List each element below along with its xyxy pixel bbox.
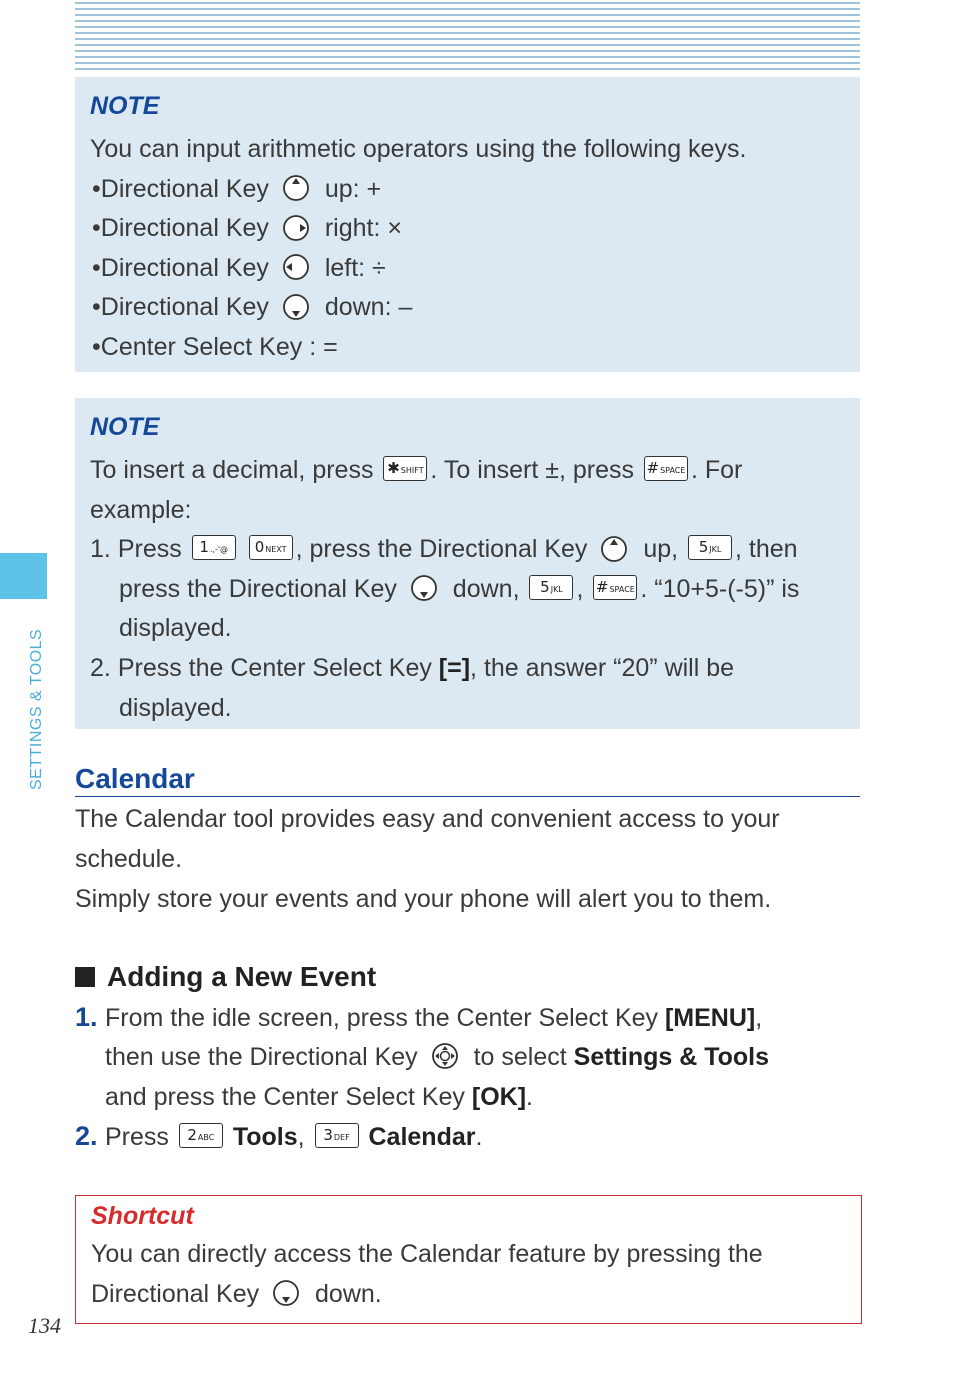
paragraph: Simply store your events and your phone will alert you to them. (75, 885, 772, 913)
note-text-line: example: (90, 495, 192, 524)
shortcut-text: You can directly access the Calendar feature by pressing the (91, 1240, 763, 1268)
page-number: 134 (28, 1313, 61, 1338)
section-title: Calendar (75, 763, 195, 794)
paragraph: schedule. (75, 845, 183, 873)
key-2-icon: 2ABC (179, 1123, 223, 1148)
note-title: NOTE (90, 92, 160, 120)
list-item: 1. Press 1.,-'@ 0NEXT , press the Directional Key up, 5JKL , then (90, 535, 798, 564)
section-tab (0, 553, 47, 599)
dpad-left-icon (282, 253, 310, 281)
key-1-icon: 1.,-'@ (192, 535, 236, 560)
list-item: •Directional Key left: ÷ (92, 253, 386, 282)
key-5-icon: 5JKL (529, 575, 573, 600)
dpad-four-way-icon (431, 1042, 459, 1070)
dpad-down-icon (272, 1279, 300, 1307)
dpad-up-icon (600, 535, 628, 563)
section-label: SETTINGS & TOOLS (28, 628, 45, 790)
shortcut-text: Directional Key down. (91, 1279, 382, 1308)
bullet: • (92, 214, 101, 243)
note-text-line: To insert a decimal, press ✱SHIFT . To insert ±, press #SPACE . For (90, 456, 743, 484)
list-item-continued: displayed. (119, 693, 232, 722)
dpad-up-icon (282, 174, 310, 202)
note-title: NOTE (90, 413, 160, 441)
dpad-right-icon (282, 214, 310, 242)
step-item: 1. From the idle screen, press the Center Select Key [MENU], (75, 1002, 763, 1032)
list-item-continued: press the Directional Key down, 5JKL , #SPACE . “10+5-(-5)” is (119, 574, 800, 603)
note-box-decimal (75, 398, 860, 729)
step-item-continued: and press the Center Select Key [OK]. (105, 1083, 533, 1111)
calendar-heading (75, 762, 860, 797)
bullet: • (92, 332, 101, 361)
dpad-down-icon (282, 293, 310, 321)
hash-space-key-icon: #SPACE (593, 575, 637, 600)
key-0-next-icon: 0NEXT (249, 535, 293, 560)
list-item: 2. Press the Center Select Key [=], the answer “20” will be (90, 653, 735, 682)
list-item: •Directional Key down: – (92, 293, 413, 322)
note-intro: You can input arithmetic operators using the following keys. (90, 135, 747, 163)
list-item-continued: displayed. (119, 614, 232, 643)
list-item: •Directional Key right: × (92, 214, 402, 243)
square-bullet-icon (75, 967, 95, 987)
key-5-icon: 5JKL (688, 535, 732, 560)
bullet: • (92, 174, 101, 203)
list-item: •Directional Key up: + (92, 174, 382, 203)
step-item: 2. Press 2ABC Tools, 3DEF Calendar. (75, 1121, 483, 1151)
bullet: • (92, 293, 101, 322)
list-item: •Center Select Key : = (92, 332, 338, 361)
bullet: • (92, 253, 101, 282)
key-3-icon: 3DEF (315, 1123, 359, 1148)
paragraph: The Calendar tool provides easy and convenient access to your (75, 805, 780, 833)
note-box-operators (75, 77, 860, 372)
shortcut-title: Shortcut (91, 1202, 194, 1230)
hash-space-key-icon: #SPACE (644, 456, 688, 481)
dpad-down-icon (410, 574, 438, 602)
header-stripes (75, 2, 860, 70)
star-shift-key-icon: ✱SHIFT (383, 456, 427, 481)
step-item-continued: then use the Directional Key to select Settings & Tools (105, 1043, 770, 1071)
shortcut-box (75, 1195, 862, 1324)
subsection-title: Adding a New Event (75, 957, 376, 997)
